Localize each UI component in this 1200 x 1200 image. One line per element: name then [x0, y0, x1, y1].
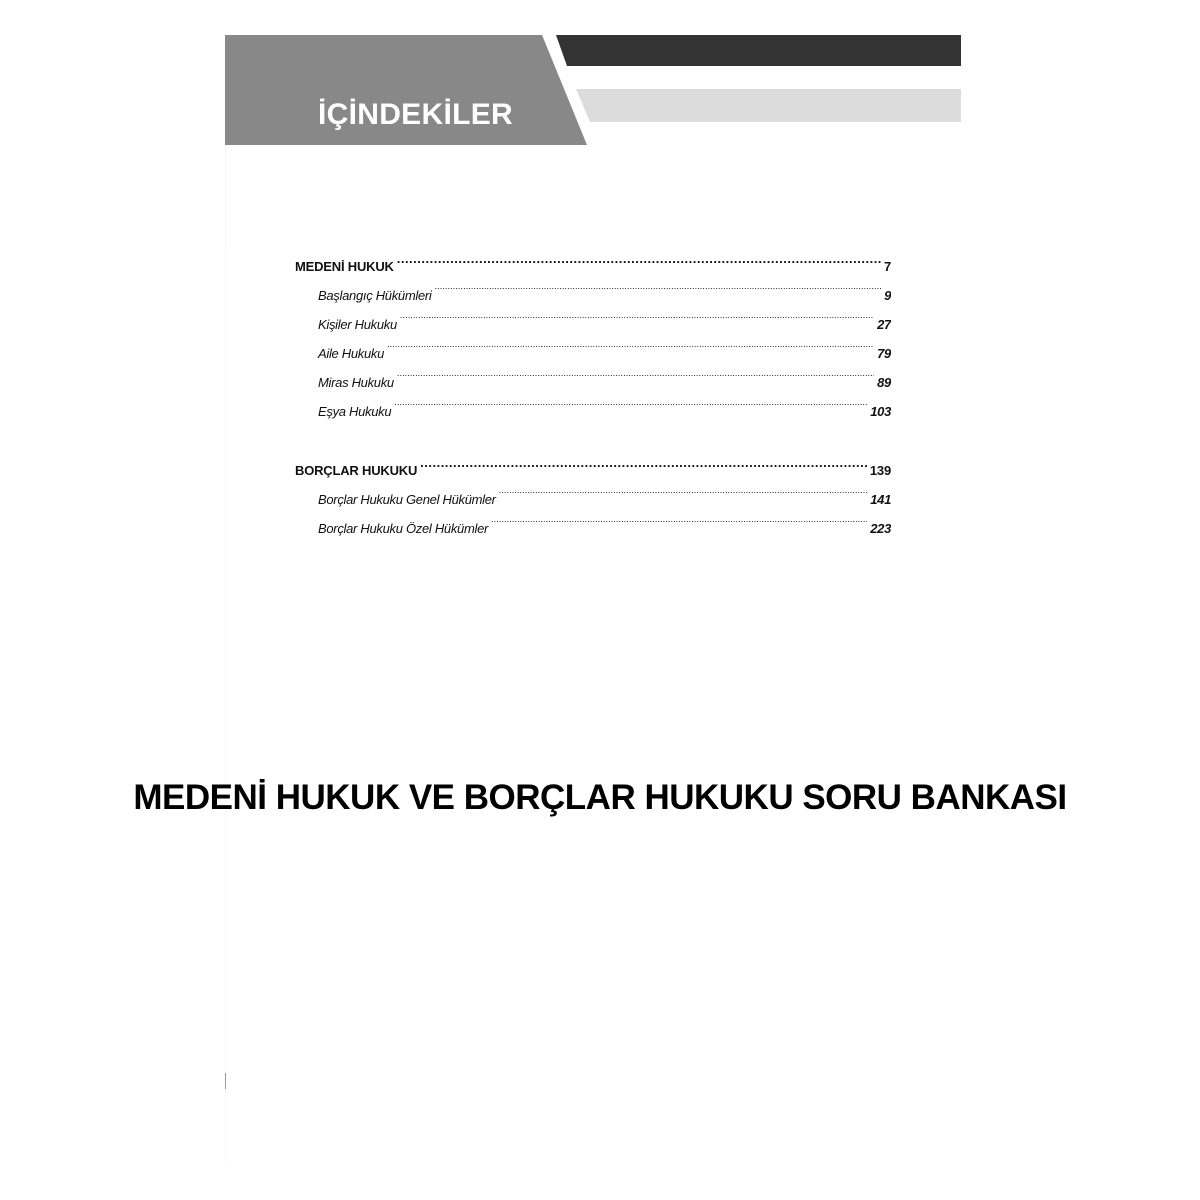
toc-leader-dots	[499, 490, 867, 504]
header-banner	[0, 0, 1200, 160]
toc-page-number: 141	[870, 492, 891, 507]
book-title: MEDENİ HUKUK VE BORÇLAR HUKUKU SORU BANKASI	[133, 778, 1067, 817]
toc-item-label: Miras Hukuku	[318, 375, 394, 390]
toc-item-kisiler-hukuku[interactable]	[295, 310, 891, 339]
toc-leader-dots	[435, 286, 882, 300]
toc-page-number: 223	[870, 521, 891, 536]
toc-leader-dots	[397, 257, 881, 271]
toc-leader-dots	[420, 461, 867, 475]
toc-leader-dots	[491, 519, 867, 533]
toc-item-label: Borçlar Hukuku Özel Hükümler	[318, 521, 489, 536]
toc-item-miras-hukuku[interactable]	[295, 368, 891, 397]
toc-page-number: 139	[869, 463, 891, 478]
page-edge	[225, 145, 226, 1165]
toc-section-medeni-hukuk[interactable]	[295, 252, 891, 281]
toc-item-label: Kişiler Hukuku	[318, 317, 397, 332]
toc-item-label: Başlangıç Hükümleri	[318, 288, 432, 303]
header-dark-bar	[556, 35, 961, 66]
toc-page-number: 9	[884, 288, 891, 303]
toc-section-borclar-hukuku[interactable]	[295, 456, 891, 485]
toc-item-aile-hukuku[interactable]	[295, 339, 891, 368]
toc-item-label: Aile Hukuku	[318, 346, 385, 361]
toc-leader-dots	[400, 315, 874, 329]
toc-section-title: BORÇLAR HUKUKU	[295, 463, 418, 478]
toc-page-number: 89	[877, 375, 891, 390]
table-of-contents	[295, 252, 891, 543]
toc-item-label: Borçlar Hukuku Genel Hükümler	[318, 492, 496, 507]
toc-item-borclar-genel-hukumler[interactable]	[295, 485, 891, 514]
toc-leader-dots	[394, 402, 867, 416]
page-margin-mark	[225, 1073, 226, 1089]
toc-section-title: MEDENİ HUKUK	[295, 259, 394, 274]
toc-leader-dots	[387, 344, 874, 358]
toc-item-borclar-ozel-hukumler[interactable]	[295, 514, 891, 543]
toc-leader-dots	[397, 373, 874, 387]
toc-page-number: 103	[870, 404, 891, 419]
toc-item-label: Eşya Hukuku	[318, 404, 392, 419]
toc-page-number: 27	[877, 317, 891, 332]
header-light-bar	[576, 89, 961, 122]
toc-item-baslangic-hukumleri[interactable]	[295, 281, 891, 310]
toc-item-esya-hukuku[interactable]	[295, 397, 891, 426]
toc-page-number: 7	[883, 259, 891, 274]
page-title: İÇİNDEKİLER	[318, 98, 513, 131]
toc-page-number: 79	[877, 346, 891, 361]
